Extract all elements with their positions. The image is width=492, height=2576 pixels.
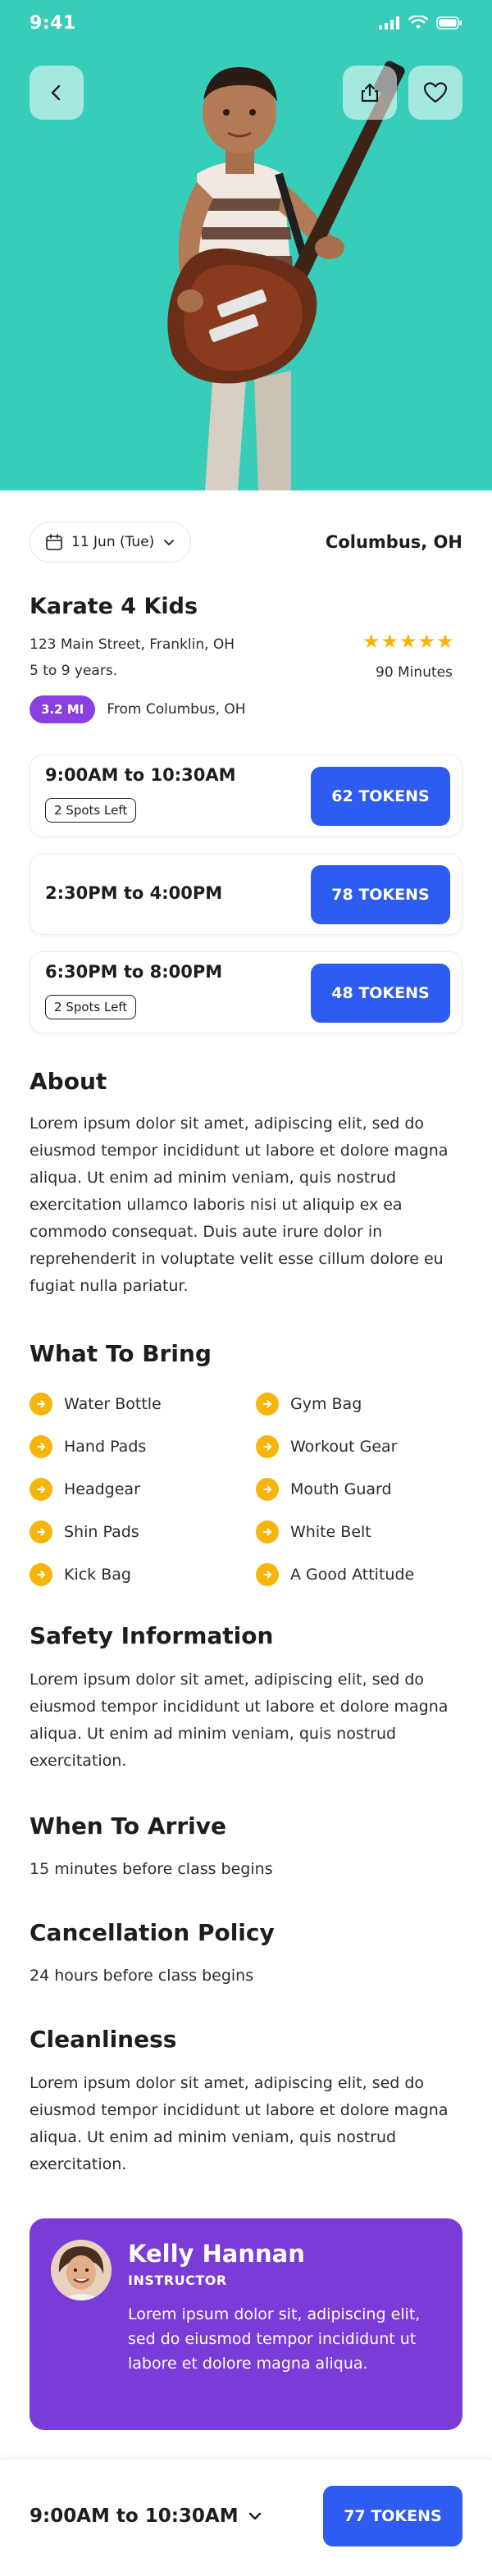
arrive-heading: When To Arrive — [30, 1812, 226, 1840]
bring-item — [256, 1521, 371, 1543]
distance-badge: 3.2 MI — [30, 695, 95, 723]
arrow-right-icon — [256, 1563, 279, 1586]
safety-heading: Safety Information — [30, 1622, 274, 1649]
slot-time: 6:30PM to 8:00PM — [45, 962, 223, 982]
bring-item-label: Water Bottle — [64, 1395, 162, 1413]
battery-icon — [436, 16, 462, 30]
date-selector[interactable] — [30, 522, 191, 563]
bring-item — [30, 1563, 131, 1586]
class-address: 123 Main Street, Franklin, OH — [30, 636, 235, 653]
arrow-right-icon — [30, 1563, 52, 1586]
class-ages: 5 to 9 years. — [30, 663, 118, 679]
cancellation-text: 24 hours before class begins — [30, 1967, 254, 1985]
bring-item-label: Shin Pads — [64, 1523, 139, 1541]
bring-item-label: Mouth Guard — [290, 1480, 392, 1498]
arrow-right-icon — [30, 1393, 52, 1416]
heart-icon — [423, 81, 448, 104]
spots-left-badge: 2 Spots Left — [45, 995, 136, 1019]
rating-stars: ★★★★★ — [362, 630, 455, 653]
bring-item-label: A Good Attitude — [290, 1566, 415, 1584]
about-text: Lorem ipsum dolor sit amet, adipiscing elit, sed do eiusmod tempor incididunt ut labore et dolore magna aliqua. Ut enim ad minim veniam, quis nostrud exercitation ullamco laboris nisi ut aliquip ex ea commodo consequat. Duis aute irure dolor in reprehenderit in voluptate velit esse cillum dolore eu fugiat nulla pariatur. — [30, 1115, 449, 1295]
calendar-icon — [45, 533, 63, 551]
status-time: 9:41 — [30, 12, 76, 34]
book-tokens-button[interactable]: 78 TOKENS — [311, 865, 450, 924]
chevron-down-icon — [247, 2508, 263, 2524]
class-title: Karate 4 Kids — [30, 594, 198, 619]
share-button[interactable] — [343, 66, 397, 120]
bring-item-label: White Belt — [290, 1523, 371, 1541]
bring-item — [30, 1393, 162, 1416]
date-label: 11 Jun (Tue) — [71, 534, 155, 550]
distance-text: From Columbus, OH — [107, 701, 246, 718]
bring-item — [256, 1393, 362, 1416]
location-label: Columbus, OH — [325, 532, 462, 552]
cleanliness-heading: Cleanliness — [30, 2026, 177, 2053]
chevron-left-icon — [47, 83, 66, 103]
bring-item — [256, 1563, 414, 1586]
share-icon — [358, 81, 381, 104]
arrow-right-icon — [30, 1435, 52, 1458]
bring-item-label: Hand Pads — [64, 1438, 147, 1456]
bring-item-label: Headgear — [64, 1480, 140, 1498]
spots-left-badge: 2 Spots Left — [45, 798, 136, 823]
bring-item — [30, 1435, 146, 1458]
book-tokens-button[interactable]: 62 TOKENS — [311, 767, 450, 826]
bring-item — [30, 1521, 139, 1543]
time-slot-card[interactable] — [30, 755, 462, 837]
arrow-right-icon — [256, 1435, 279, 1458]
bring-item — [256, 1435, 397, 1458]
instructor-role: INSTRUCTOR — [128, 2273, 227, 2288]
book-button[interactable]: 77 TOKENS — [323, 2486, 462, 2546]
bring-item-label: Workout Gear — [290, 1438, 398, 1456]
avatar — [51, 2240, 112, 2300]
bring-item-label: Kick Bag — [64, 1566, 131, 1584]
time-slot-dropdown[interactable] — [30, 2505, 263, 2527]
arrow-right-icon — [256, 1521, 279, 1543]
bring-item — [256, 1478, 392, 1501]
date-location-row — [30, 522, 462, 563]
favorite-button[interactable] — [408, 66, 462, 120]
cleanliness-text: Lorem ipsum dolor sit amet, adipiscing elit, sed do eiusmod tempor incididunt ut labore et dolore magna aliqua. Ut enim ad minim veniam, quis nostrud exercitation. — [30, 2074, 449, 2173]
arrive-text: 15 minutes before class begins — [30, 1860, 273, 1878]
what-to-bring-heading: What To Bring — [30, 1340, 212, 1367]
arrow-right-icon — [256, 1393, 279, 1416]
instructor-card[interactable] — [30, 2218, 462, 2430]
arrow-right-icon — [30, 1521, 52, 1543]
back-button[interactable] — [30, 66, 84, 120]
time-slot-card[interactable] — [30, 853, 462, 935]
status-bar — [0, 0, 492, 46]
bring-item-label: Gym Bag — [290, 1395, 362, 1413]
instructor-name: Kelly Hannan — [128, 2240, 305, 2268]
arrow-right-icon — [30, 1478, 52, 1501]
slot-time: 9:00AM to 10:30AM — [45, 765, 236, 785]
bottom-booking-bar — [0, 2459, 492, 2576]
hero-image — [0, 0, 492, 490]
selected-time: 9:00AM to 10:30AM — [30, 2505, 239, 2527]
signal-icon — [379, 16, 400, 30]
safety-text: Lorem ipsum dolor sit amet, adipiscing elit, sed do eiusmod tempor incididunt ut labore et dolore magna aliqua. Ut enim ad minim veniam, quis nostrud exercitation. — [30, 1671, 449, 1770]
distance-row — [30, 695, 246, 723]
slot-time: 2:30PM to 4:00PM — [45, 883, 223, 903]
instructor-bio: Lorem ipsum dolor sit, adipiscing elit, sed do eiusmod tempor incididunt ut labore et dolore magna aliqua. — [128, 2305, 421, 2373]
wifi-icon — [408, 16, 428, 30]
chevron-down-icon — [162, 536, 175, 549]
time-slot-card[interactable] — [30, 951, 462, 1033]
bring-item — [30, 1478, 140, 1501]
arrow-right-icon — [256, 1478, 279, 1501]
about-heading: About — [30, 1068, 107, 1095]
cancellation-heading: Cancellation Policy — [30, 1919, 275, 1946]
status-icons — [379, 16, 462, 30]
book-tokens-button[interactable]: 48 TOKENS — [311, 964, 450, 1023]
class-duration: 90 Minutes — [376, 664, 453, 681]
